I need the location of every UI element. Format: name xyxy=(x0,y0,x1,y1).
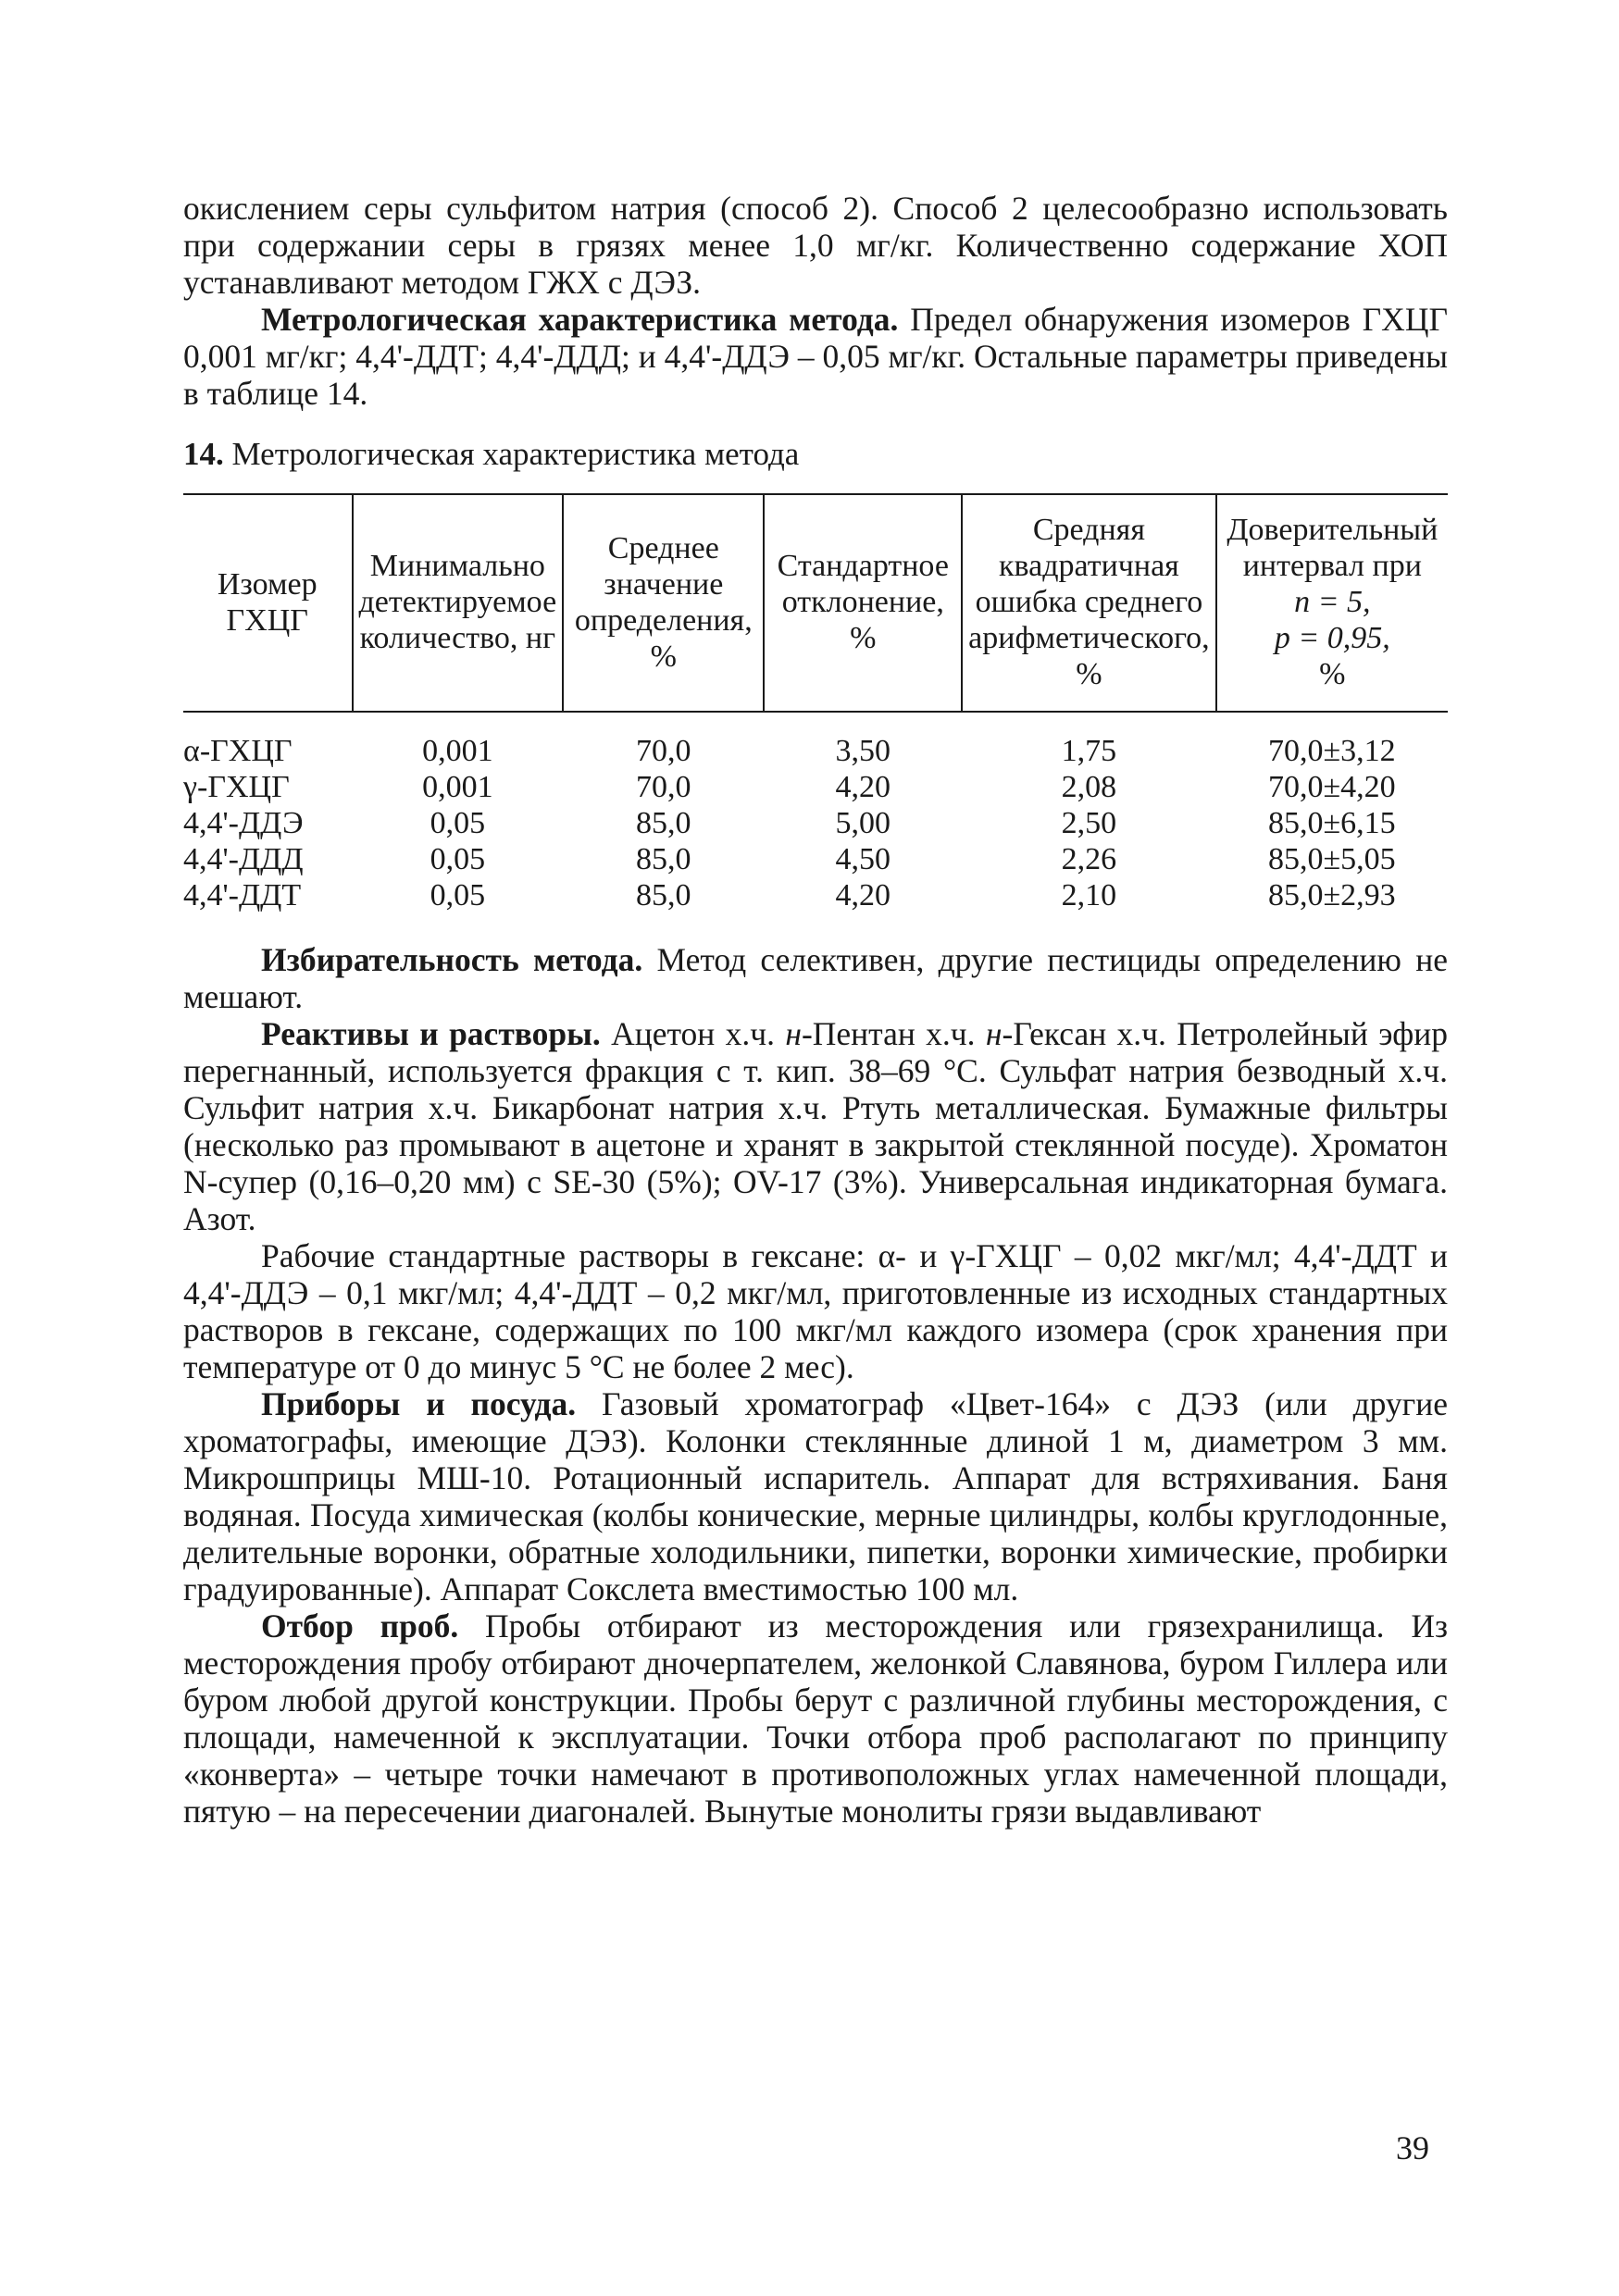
table-row: 4,4'-ДДД 0,05 85,0 4,50 2,26 85,0±5,05 xyxy=(183,842,1396,876)
paragraph-sampling xyxy=(183,1607,1448,1830)
table-row: 4,4'-ДДЭ 0,05 85,0 5,00 2,50 85,0±6,15 xyxy=(183,806,1396,840)
paragraph-heading: Приборы и посуда. xyxy=(261,1385,577,1422)
header-std-dev: Стандартное отклонение, % xyxy=(764,494,962,712)
paragraph-standards: Рабочие стандартные растворы в гексане: α- и γ-ГХЦГ – 0,02 мкг/мл; 4,4'-ДДТ и 4,4'-ДДЭ – 0,1 мкг/мл; 4,4'-ДДТ – 0,2 мкг/мл, приготовленные из исходных стандартных растворов в гексане, содержащих по 100 мкг/мл каждого изомера (срок хранения при температуре от 0 до минус 5 °С не более 2 мес). xyxy=(183,1237,1448,1385)
paragraph-reagents: Реактивы и растворы. Ацетон х.ч. н-Пентан х.ч. н-Гексан х.ч. Петролейный эфир перегнанный, используется фракция с т. кип. 38–69 °С. Сульфат натрия безводный х.ч. Сульфит натрия х.ч. Бикарбонат натрия х.ч. Ртуть металлическая. Бумажные фильтры (несколько раз промывают в ацетоне и хранят в закрытой стеклянной посуде). Хроматон N-супер (0,16–0,20 мм) с SE-30 (5%); OV-17 (3%). Универсальная индикаторная бумага. Азот. xyxy=(183,1015,1449,1237)
paragraph-heading: Отбор проб. xyxy=(261,1607,459,1644)
document-page xyxy=(183,190,1448,1830)
paragraph-text: Метод селективен, другие пестициды определению не мешают. xyxy=(183,941,1448,1015)
paragraph-heading: Реактивы и растворы. xyxy=(261,1015,601,1052)
page-number: 39 xyxy=(1396,2129,1429,2166)
table-row: 4,4'-ДДТ 0,05 85,0 4,20 2,10 85,0±2,93 xyxy=(183,878,1396,912)
header-mean: Среднее значение определения, % xyxy=(563,494,764,712)
table-row: α-ГХЦГ 0,001 70,0 3,50 1,75 70,0±3,12 xyxy=(183,734,1396,768)
table-row: γ-ГХЦГ 0,001 70,0 4,20 2,08 70,0±4,20 xyxy=(183,770,1396,804)
paragraph-selectivity xyxy=(183,941,1448,1015)
paragraph-text: Предел обнаружения изомеров ГХЦГ 0,001 мг/кг; 4,4'-ДДТ; 4,4'-ДДД; и 4,4'-ДДЭ – 0,05 мг/кг. Остальные параметры приведены в таблице 14. xyxy=(183,301,1448,412)
paragraph-heading: Избирательность метода. xyxy=(261,941,643,978)
paragraph-metrology xyxy=(183,301,1448,412)
header-isomer: Изомер ГХЦГ xyxy=(183,494,353,712)
paragraph-intro: окислением серы сульфитом натрия (способ 2). Способ 2 целесообразно использовать при содержании серы в грязях менее 1,0 мг/кг. Количественно содержание ХОП устанавливают методом ГЖХ с ДЭЗ. xyxy=(183,190,1448,301)
paragraph-heading: Метрологическая характеристика метода. xyxy=(261,301,899,338)
paragraph-text: Пробы отбирают из месторождения или грязехранилища. Из месторождения пробу отбирают дночерпателем, желонкой Славянова, буром Гиллера или буром любой другой конструкции. Пробы берут с различной глубины месторождения, с площади, намеченной к эксплуатации. Точки отбора проб располагают по принципу «конверта» – четыре точки намечают в противоположных углах намеченной площади, пятую – на пересечении диагоналей. Вынутые монолиты грязи выдавливают xyxy=(183,1607,1448,1830)
header-sem: Средняя квадратичная ошибка среднего арифметического, % xyxy=(962,494,1215,712)
header-confidence-interval: Доверительный интервал при n = 5, p = 0,95, % xyxy=(1216,494,1448,712)
paragraph-equipment xyxy=(183,1385,1448,1607)
table-header-row xyxy=(183,494,1448,712)
table-caption: 14. Метрологическая характеристика метода xyxy=(183,436,800,472)
paragraph-text: Газовый хроматограф «Цвет-164» с ДЭЗ (или другие хроматографы, имеющие ДЭЗ). Колонки стеклянные длиной 1 м, диаметром 3 мм. Микрошприцы МШ-10. Ротационный испаритель. Аппарат для встряхивания. Баня водяная. Посуда химическая (колбы конические, мерные цилиндры, колбы круглодонные, делительные воронки, обратные холодильники, пипетки, воронки химические, пробирки градуированные). Аппарат Сокслета вместимостью 100 мл. xyxy=(183,1385,1448,1607)
metrology-table xyxy=(183,493,1448,934)
header-min-detect: Минимально детектируемое количество, нг xyxy=(353,494,564,712)
